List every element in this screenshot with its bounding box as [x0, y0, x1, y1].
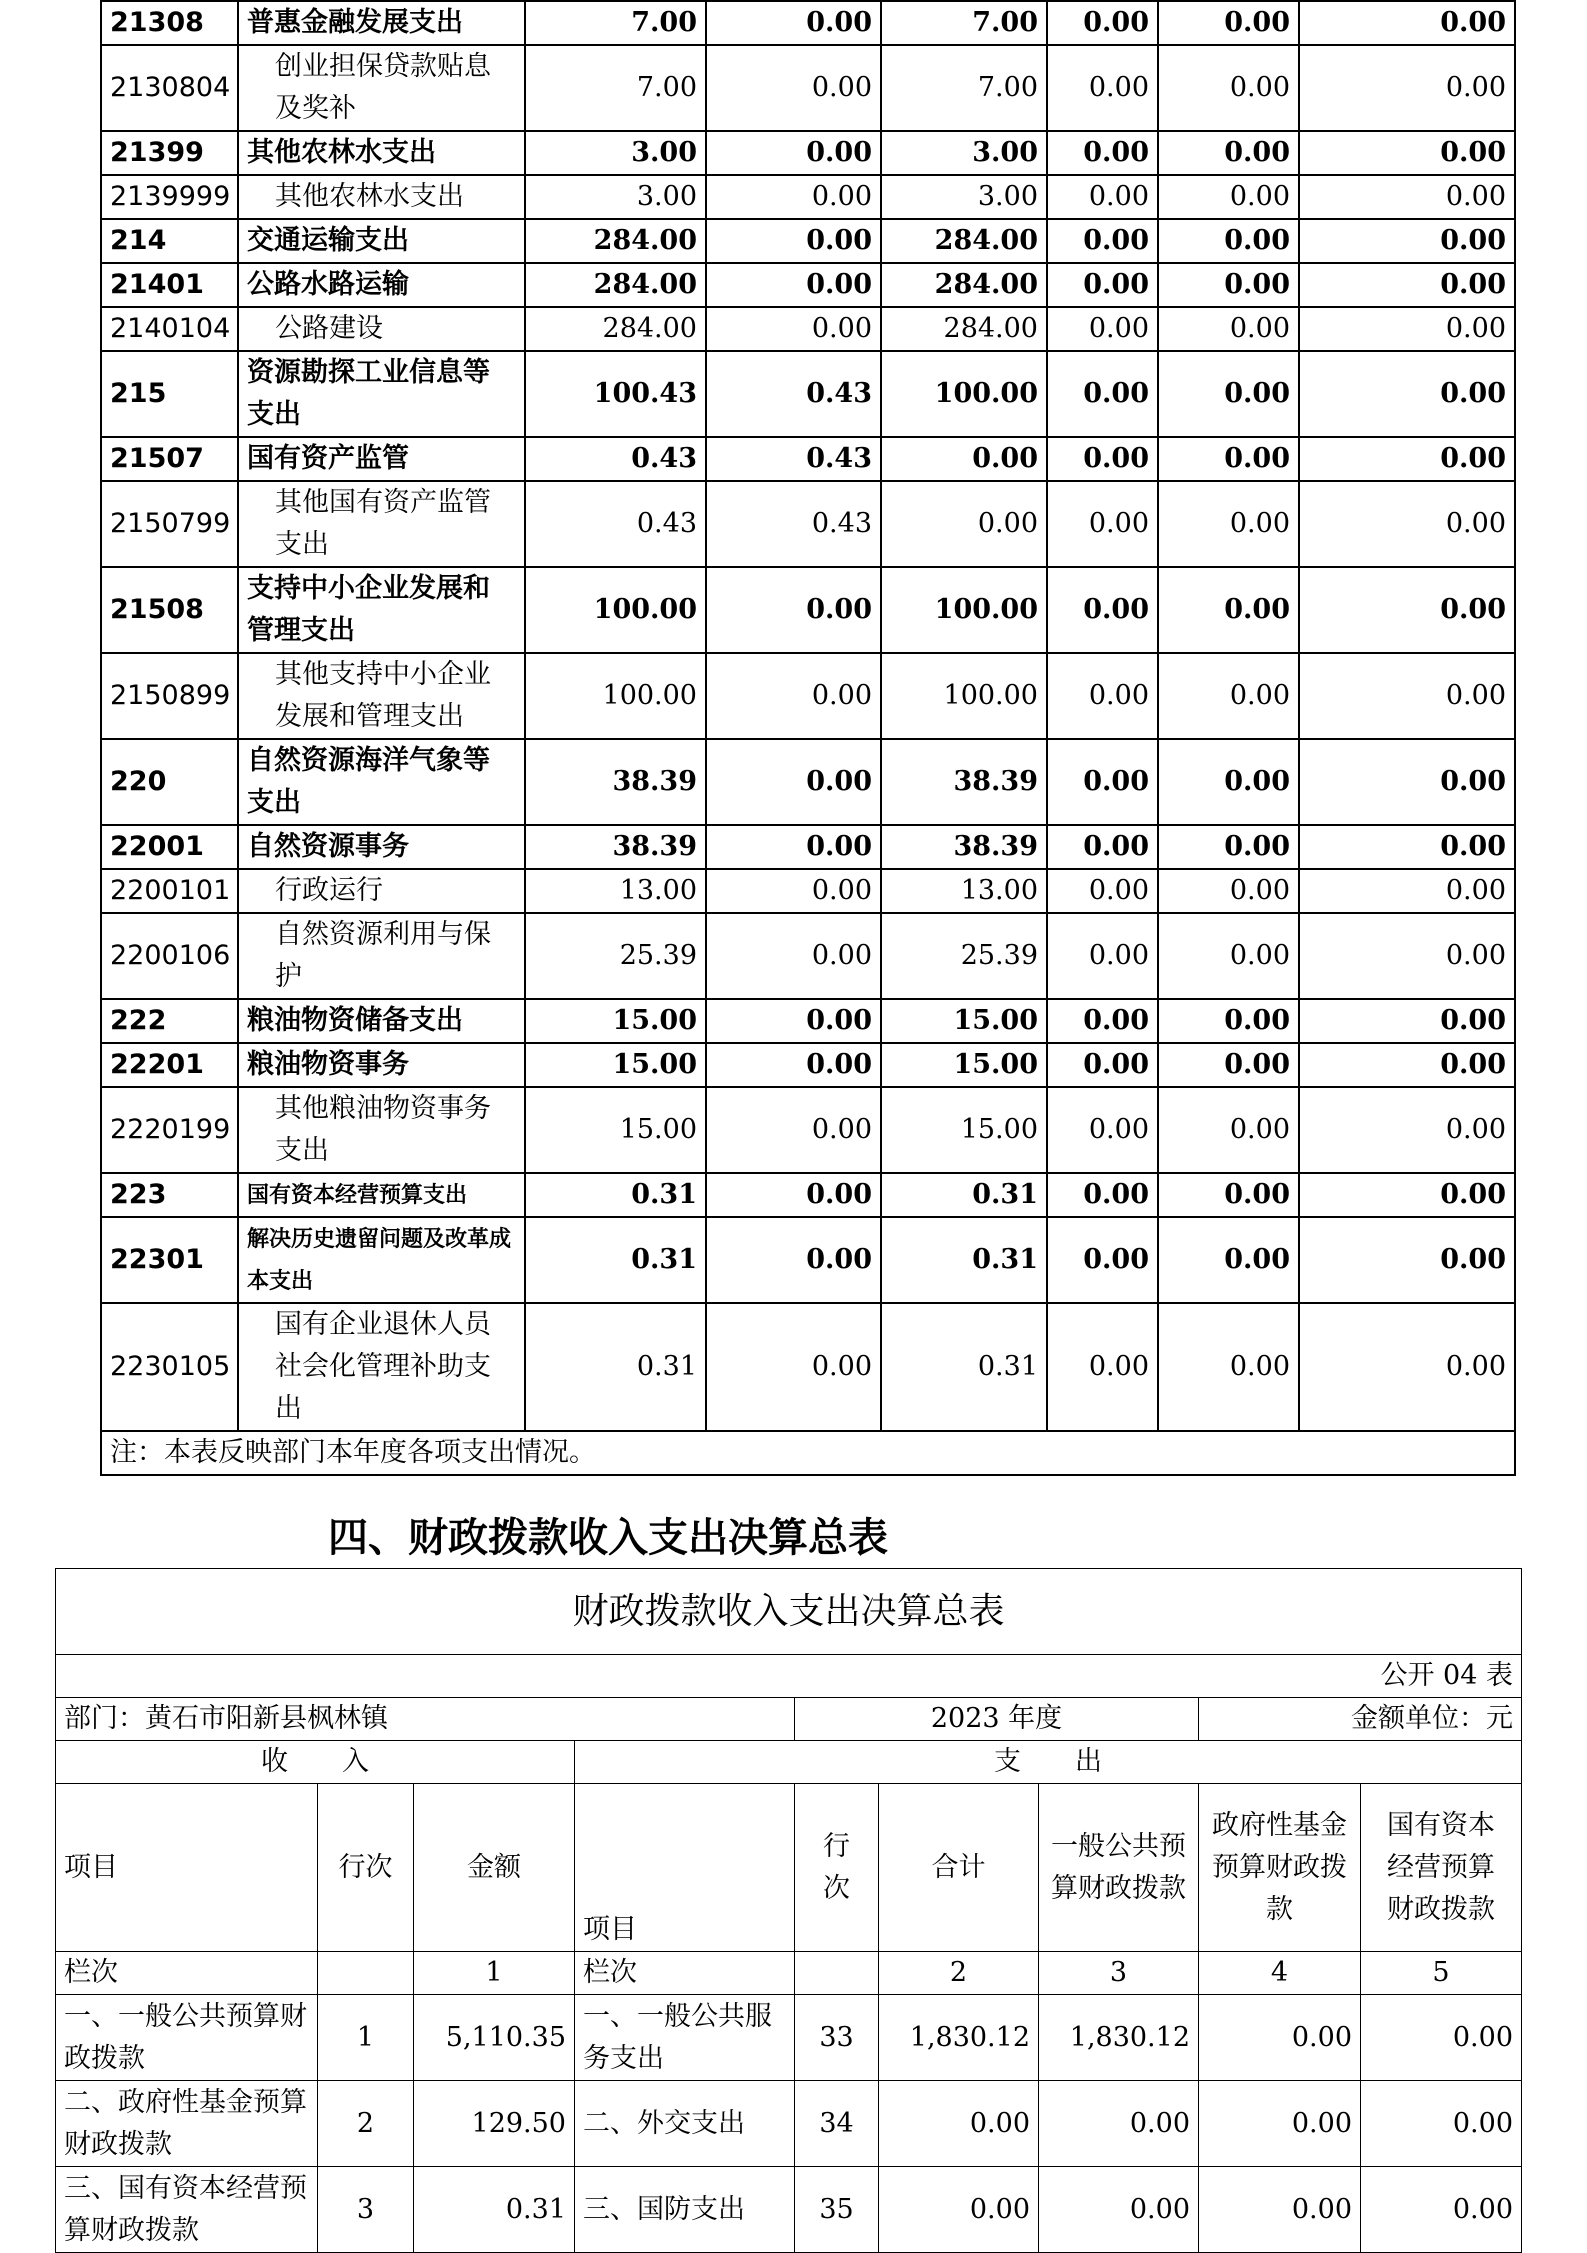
amount-cell: 0.00	[1047, 999, 1158, 1043]
subject-name: 公路建设	[238, 307, 525, 351]
amount-cell: 0.31	[525, 1173, 706, 1217]
amount-cell: 38.39	[881, 739, 1047, 825]
table-row	[101, 1043, 1515, 1087]
fiscal-summary-table	[55, 1568, 1522, 2253]
subject-code: 2200101	[101, 869, 238, 913]
amount-cell: 284.00	[525, 263, 706, 307]
subject-code: 222	[101, 999, 238, 1043]
amount-cell: 0.00	[1047, 869, 1158, 913]
amount-cell: 3.00	[881, 175, 1047, 219]
amount-cell: 15.00	[525, 1087, 706, 1173]
general-budget-amount: 0.00	[1039, 2081, 1199, 2167]
section-heading: 四、财政拨款收入支出决算总表	[328, 1515, 888, 1561]
form-number: 公开 04 表	[56, 1655, 1522, 1698]
income-group-header: 收 入	[56, 1741, 575, 1784]
income-amount: 129.50	[414, 2081, 575, 2167]
amount-cell: 0.00	[1158, 653, 1299, 739]
column-index-expense-label: 栏次	[575, 1952, 795, 1995]
amount-cell: 0.00	[1158, 1, 1299, 45]
header-state-capital: 国有资本经营预算财政拨款	[1361, 1784, 1522, 1952]
column-index-3: 3	[1039, 1952, 1199, 1995]
amount-cell: 284.00	[881, 307, 1047, 351]
column-index-empty	[795, 1952, 879, 1995]
amount-cell: 13.00	[881, 869, 1047, 913]
amount-cell: 0.00	[1299, 1043, 1515, 1087]
table-row	[101, 825, 1515, 869]
amount-cell: 0.00	[706, 263, 881, 307]
amount-cell: 0.00	[1299, 307, 1515, 351]
table-row	[101, 481, 1515, 567]
table-row	[101, 1217, 1515, 1303]
subject-code: 223	[101, 1173, 238, 1217]
amount-cell: 100.00	[881, 653, 1047, 739]
state-capital-amount: 0.00	[1361, 2167, 1522, 2253]
amount-cell: 0.00	[1158, 351, 1299, 437]
amount-cell: 0.00	[706, 307, 881, 351]
amount-cell: 0.31	[881, 1217, 1047, 1303]
subject-code: 215	[101, 351, 238, 437]
subject-code: 2150899	[101, 653, 238, 739]
amount-cell: 0.00	[1047, 567, 1158, 653]
amount-cell: 0.00	[706, 739, 881, 825]
amount-cell: 0.00	[1158, 1217, 1299, 1303]
amount-cell: 0.00	[1299, 437, 1515, 481]
income-item: 三、国有资本经营预算财政拨款	[56, 2167, 318, 2253]
amount-cell: 0.00	[1047, 739, 1158, 825]
table-title: 财政拨款收入支出决算总表	[56, 1569, 1522, 1655]
subject-name: 其他农林水支出	[238, 175, 525, 219]
amount-cell: 15.00	[525, 999, 706, 1043]
amount-cell: 3.00	[525, 175, 706, 219]
amount-cell: 0.00	[1158, 45, 1299, 131]
subject-name: 创业担保贷款贴息及奖补	[238, 45, 525, 131]
amount-cell: 284.00	[881, 263, 1047, 307]
table-row	[101, 1, 1515, 45]
amount-cell: 13.00	[525, 869, 706, 913]
gov-fund-amount: 0.00	[1199, 2081, 1361, 2167]
amount-cell: 0.00	[1158, 567, 1299, 653]
gov-fund-amount: 0.00	[1199, 1995, 1361, 2081]
subject-name: 解决历史遗留问题及改革成本支出	[238, 1217, 525, 1303]
table-row	[56, 2081, 1522, 2167]
column-index-4: 4	[1199, 1952, 1361, 1995]
amount-cell: 0.00	[1158, 175, 1299, 219]
amount-cell: 0.00	[1299, 1303, 1515, 1431]
amount-cell: 0.00	[1158, 481, 1299, 567]
amount-cell: 0.31	[881, 1303, 1047, 1431]
amount-cell: 0.00	[706, 913, 881, 999]
amount-cell: 0.00	[1047, 307, 1158, 351]
general-budget-amount: 1,830.12	[1039, 1995, 1199, 2081]
amount-cell: 100.00	[525, 567, 706, 653]
subject-name: 行政运行	[238, 869, 525, 913]
table-row	[101, 45, 1515, 131]
gov-fund-amount: 0.00	[1199, 2167, 1361, 2253]
amount-cell: 0.31	[881, 1173, 1047, 1217]
amount-cell: 0.43	[706, 351, 881, 437]
header-item: 项目	[56, 1784, 318, 1952]
income-item: 一、一般公共预算财政拨款	[56, 1995, 318, 2081]
amount-cell: 0.00	[706, 219, 881, 263]
amount-cell: 0.00	[1047, 1217, 1158, 1303]
amount-cell: 0.00	[706, 999, 881, 1043]
subject-name: 普惠金融发展支出	[238, 1, 525, 45]
subject-code: 2200106	[101, 913, 238, 999]
amount-cell: 0.00	[1299, 219, 1515, 263]
subject-code: 22001	[101, 825, 238, 869]
amount-cell: 0.00	[1047, 263, 1158, 307]
amount-cell: 0.00	[706, 1, 881, 45]
amount-cell: 0.00	[1158, 1087, 1299, 1173]
amount-cell: 0.00	[1047, 219, 1158, 263]
income-amount: 5,110.35	[414, 1995, 575, 2081]
amount-cell: 0.00	[706, 45, 881, 131]
subject-code: 2230105	[101, 1303, 238, 1431]
subject-code: 21507	[101, 437, 238, 481]
subject-name: 其他粮油物资事务支出	[238, 1087, 525, 1173]
amount-cell: 100.00	[881, 567, 1047, 653]
header-total: 合计	[879, 1784, 1039, 1952]
subject-name: 国有资本经营预算支出	[238, 1173, 525, 1217]
subject-name: 其他支持中小企业发展和管理支出	[238, 653, 525, 739]
subject-name: 国有资产监管	[238, 437, 525, 481]
subject-code: 2140104	[101, 307, 238, 351]
table-row	[101, 351, 1515, 437]
table-row	[101, 999, 1515, 1043]
amount-cell: 7.00	[525, 45, 706, 131]
amount-cell: 0.00	[1047, 913, 1158, 999]
amount-cell: 0.00	[1158, 825, 1299, 869]
expense-row-no: 35	[795, 2167, 879, 2253]
amount-cell: 0.00	[1047, 653, 1158, 739]
amount-cell: 0.00	[706, 567, 881, 653]
header-amount: 金额	[414, 1784, 575, 1952]
expenditure-detail-table	[100, 0, 1516, 1476]
subject-code: 21308	[101, 1, 238, 45]
amount-cell: 0.00	[706, 1087, 881, 1173]
amount-cell: 0.43	[525, 481, 706, 567]
amount-cell: 0.00	[1047, 437, 1158, 481]
header-gov-fund: 政府性基金预算财政拨款	[1199, 1784, 1361, 1952]
table-row	[56, 2167, 1522, 2253]
general-budget-amount: 0.00	[1039, 2167, 1199, 2253]
amount-cell: 25.39	[525, 913, 706, 999]
table-row	[56, 1995, 1522, 2081]
amount-cell: 0.00	[1299, 1173, 1515, 1217]
amount-cell: 38.39	[525, 739, 706, 825]
table-row	[101, 219, 1515, 263]
subject-name: 资源勘探工业信息等支出	[238, 351, 525, 437]
expense-total: 0.00	[879, 2081, 1039, 2167]
subject-code: 2139999	[101, 175, 238, 219]
amount-cell: 100.00	[881, 351, 1047, 437]
amount-cell: 0.00	[881, 437, 1047, 481]
amount-cell: 0.00	[1158, 1303, 1299, 1431]
amount-cell: 0.00	[1158, 263, 1299, 307]
subject-code: 214	[101, 219, 238, 263]
subject-code: 2220199	[101, 1087, 238, 1173]
column-index-2: 2	[879, 1952, 1039, 1995]
subject-code: 22301	[101, 1217, 238, 1303]
subject-code: 21399	[101, 131, 238, 175]
amount-cell: 7.00	[525, 1, 706, 45]
amount-cell: 0.00	[706, 825, 881, 869]
table-row	[101, 1173, 1515, 1217]
table-row	[101, 1303, 1515, 1431]
amount-cell: 0.00	[1047, 131, 1158, 175]
amount-cell: 0.00	[1158, 869, 1299, 913]
amount-cell: 0.00	[1299, 999, 1515, 1043]
amount-cell: 0.00	[706, 131, 881, 175]
unit-label: 金额单位：元	[1199, 1698, 1522, 1741]
amount-cell: 0.00	[1158, 131, 1299, 175]
table-note: 注：本表反映部门本年度各项支出情况。	[101, 1431, 1515, 1475]
amount-cell: 38.39	[881, 825, 1047, 869]
header-row-no: 行次	[318, 1784, 414, 1952]
amount-cell: 0.00	[1299, 869, 1515, 913]
amount-cell: 0.00	[1299, 45, 1515, 131]
table-row	[101, 131, 1515, 175]
amount-cell: 0.00	[1047, 1, 1158, 45]
table-row	[101, 175, 1515, 219]
expense-item: 一、一般公共服务支出	[575, 1995, 795, 2081]
amount-cell: 0.00	[1299, 825, 1515, 869]
income-row-no: 2	[318, 2081, 414, 2167]
income-amount: 0.31	[414, 2167, 575, 2253]
amount-cell: 0.00	[706, 869, 881, 913]
amount-cell: 0.31	[525, 1217, 706, 1303]
amount-cell: 0.00	[1158, 913, 1299, 999]
amount-cell: 15.00	[881, 999, 1047, 1043]
amount-cell: 0.00	[706, 1173, 881, 1217]
amount-cell: 0.00	[1299, 1, 1515, 45]
amount-cell: 0.00	[1158, 999, 1299, 1043]
amount-cell: 0.00	[1158, 1173, 1299, 1217]
amount-cell: 0.00	[881, 481, 1047, 567]
amount-cell: 0.00	[1299, 913, 1515, 999]
amount-cell: 0.00	[1299, 567, 1515, 653]
header-expense-row-no: 行次	[795, 1784, 879, 1952]
amount-cell: 0.00	[1047, 45, 1158, 131]
amount-cell: 284.00	[525, 219, 706, 263]
state-capital-amount: 0.00	[1361, 2081, 1522, 2167]
amount-cell: 0.00	[1299, 481, 1515, 567]
amount-cell: 0.00	[706, 175, 881, 219]
year-label: 2023 年度	[795, 1698, 1199, 1741]
expense-item: 二、外交支出	[575, 2081, 795, 2167]
amount-cell: 0.00	[1047, 825, 1158, 869]
amount-cell: 0.00	[706, 1043, 881, 1087]
amount-cell: 100.00	[525, 653, 706, 739]
amount-cell: 0.00	[1047, 175, 1158, 219]
table-row	[101, 869, 1515, 913]
amount-cell: 0.00	[1158, 437, 1299, 481]
subject-name: 其他国有资产监管支出	[238, 481, 525, 567]
amount-cell: 0.00	[1299, 1087, 1515, 1173]
expense-row-no: 33	[795, 1995, 879, 2081]
column-index-5: 5	[1361, 1952, 1522, 1995]
column-index-label: 栏次	[56, 1952, 318, 1995]
table-row	[101, 437, 1515, 481]
amount-cell: 7.00	[881, 1, 1047, 45]
table-row	[101, 567, 1515, 653]
amount-cell: 0.43	[706, 437, 881, 481]
subject-name: 交通运输支出	[238, 219, 525, 263]
table-row	[101, 307, 1515, 351]
column-index-empty	[318, 1952, 414, 1995]
subject-name: 自然资源事务	[238, 825, 525, 869]
amount-cell: 0.00	[1299, 739, 1515, 825]
amount-cell: 0.00	[1158, 739, 1299, 825]
subject-code: 220	[101, 739, 238, 825]
subject-code: 2150799	[101, 481, 238, 567]
expense-item: 三、国防支出	[575, 2167, 795, 2253]
subject-name: 自然资源海洋气象等支出	[238, 739, 525, 825]
amount-cell: 0.31	[525, 1303, 706, 1431]
amount-cell: 3.00	[881, 131, 1047, 175]
expense-total: 1,830.12	[879, 1995, 1039, 2081]
table-row	[101, 913, 1515, 999]
subject-code: 21401	[101, 263, 238, 307]
column-index-1: 1	[414, 1952, 575, 1995]
income-row-no: 3	[318, 2167, 414, 2253]
subject-name: 支持中小企业发展和管理支出	[238, 567, 525, 653]
amount-cell: 0.00	[1047, 1173, 1158, 1217]
amount-cell: 284.00	[525, 307, 706, 351]
amount-cell: 0.00	[1299, 653, 1515, 739]
header-general-budget: 一般公共预算财政拨款	[1039, 1784, 1199, 1952]
amount-cell: 100.43	[525, 351, 706, 437]
state-capital-amount: 0.00	[1361, 1995, 1522, 2081]
income-item: 二、政府性基金预算财政拨款	[56, 2081, 318, 2167]
amount-cell: 15.00	[525, 1043, 706, 1087]
expense-total: 0.00	[879, 2167, 1039, 2253]
header-expense-item: 项目	[575, 1784, 795, 1952]
table-row	[101, 653, 1515, 739]
amount-cell: 0.00	[1158, 307, 1299, 351]
subject-name: 自然资源利用与保护	[238, 913, 525, 999]
amount-cell: 0.00	[1299, 1217, 1515, 1303]
amount-cell: 0.00	[1047, 351, 1158, 437]
amount-cell: 25.39	[881, 913, 1047, 999]
amount-cell: 0.00	[1158, 1043, 1299, 1087]
amount-cell: 0.00	[706, 1303, 881, 1431]
subject-name: 粮油物资事务	[238, 1043, 525, 1087]
amount-cell: 7.00	[881, 45, 1047, 131]
amount-cell: 38.39	[525, 825, 706, 869]
subject-code: 2130804	[101, 45, 238, 131]
amount-cell: 0.00	[1047, 481, 1158, 567]
subject-code: 22201	[101, 1043, 238, 1087]
amount-cell: 284.00	[881, 219, 1047, 263]
amount-cell: 15.00	[881, 1043, 1047, 1087]
amount-cell: 15.00	[881, 1087, 1047, 1173]
subject-name: 国有企业退休人员社会化管理补助支出	[238, 1303, 525, 1431]
amount-cell: 0.00	[1047, 1043, 1158, 1087]
table-row	[101, 263, 1515, 307]
amount-cell: 0.00	[1299, 351, 1515, 437]
amount-cell: 0.00	[1299, 131, 1515, 175]
expense-row-no: 34	[795, 2081, 879, 2167]
amount-cell: 0.00	[706, 653, 881, 739]
amount-cell: 0.00	[1047, 1303, 1158, 1431]
amount-cell: 0.00	[706, 1217, 881, 1303]
expense-group-header: 支 出	[575, 1741, 1522, 1784]
amount-cell: 0.00	[1047, 1087, 1158, 1173]
table-row	[101, 1087, 1515, 1173]
amount-cell: 0.00	[1299, 175, 1515, 219]
subject-name: 公路水路运输	[238, 263, 525, 307]
amount-cell: 0.00	[1158, 219, 1299, 263]
department-label: 部门：黄石市阳新县枫林镇	[56, 1698, 795, 1741]
subject-name: 粮油物资储备支出	[238, 999, 525, 1043]
table-row	[101, 739, 1515, 825]
subject-code: 21508	[101, 567, 238, 653]
amount-cell: 3.00	[525, 131, 706, 175]
subject-name: 其他农林水支出	[238, 131, 525, 175]
income-row-no: 1	[318, 1995, 414, 2081]
amount-cell: 0.43	[525, 437, 706, 481]
amount-cell: 0.43	[706, 481, 881, 567]
amount-cell: 0.00	[1299, 263, 1515, 307]
